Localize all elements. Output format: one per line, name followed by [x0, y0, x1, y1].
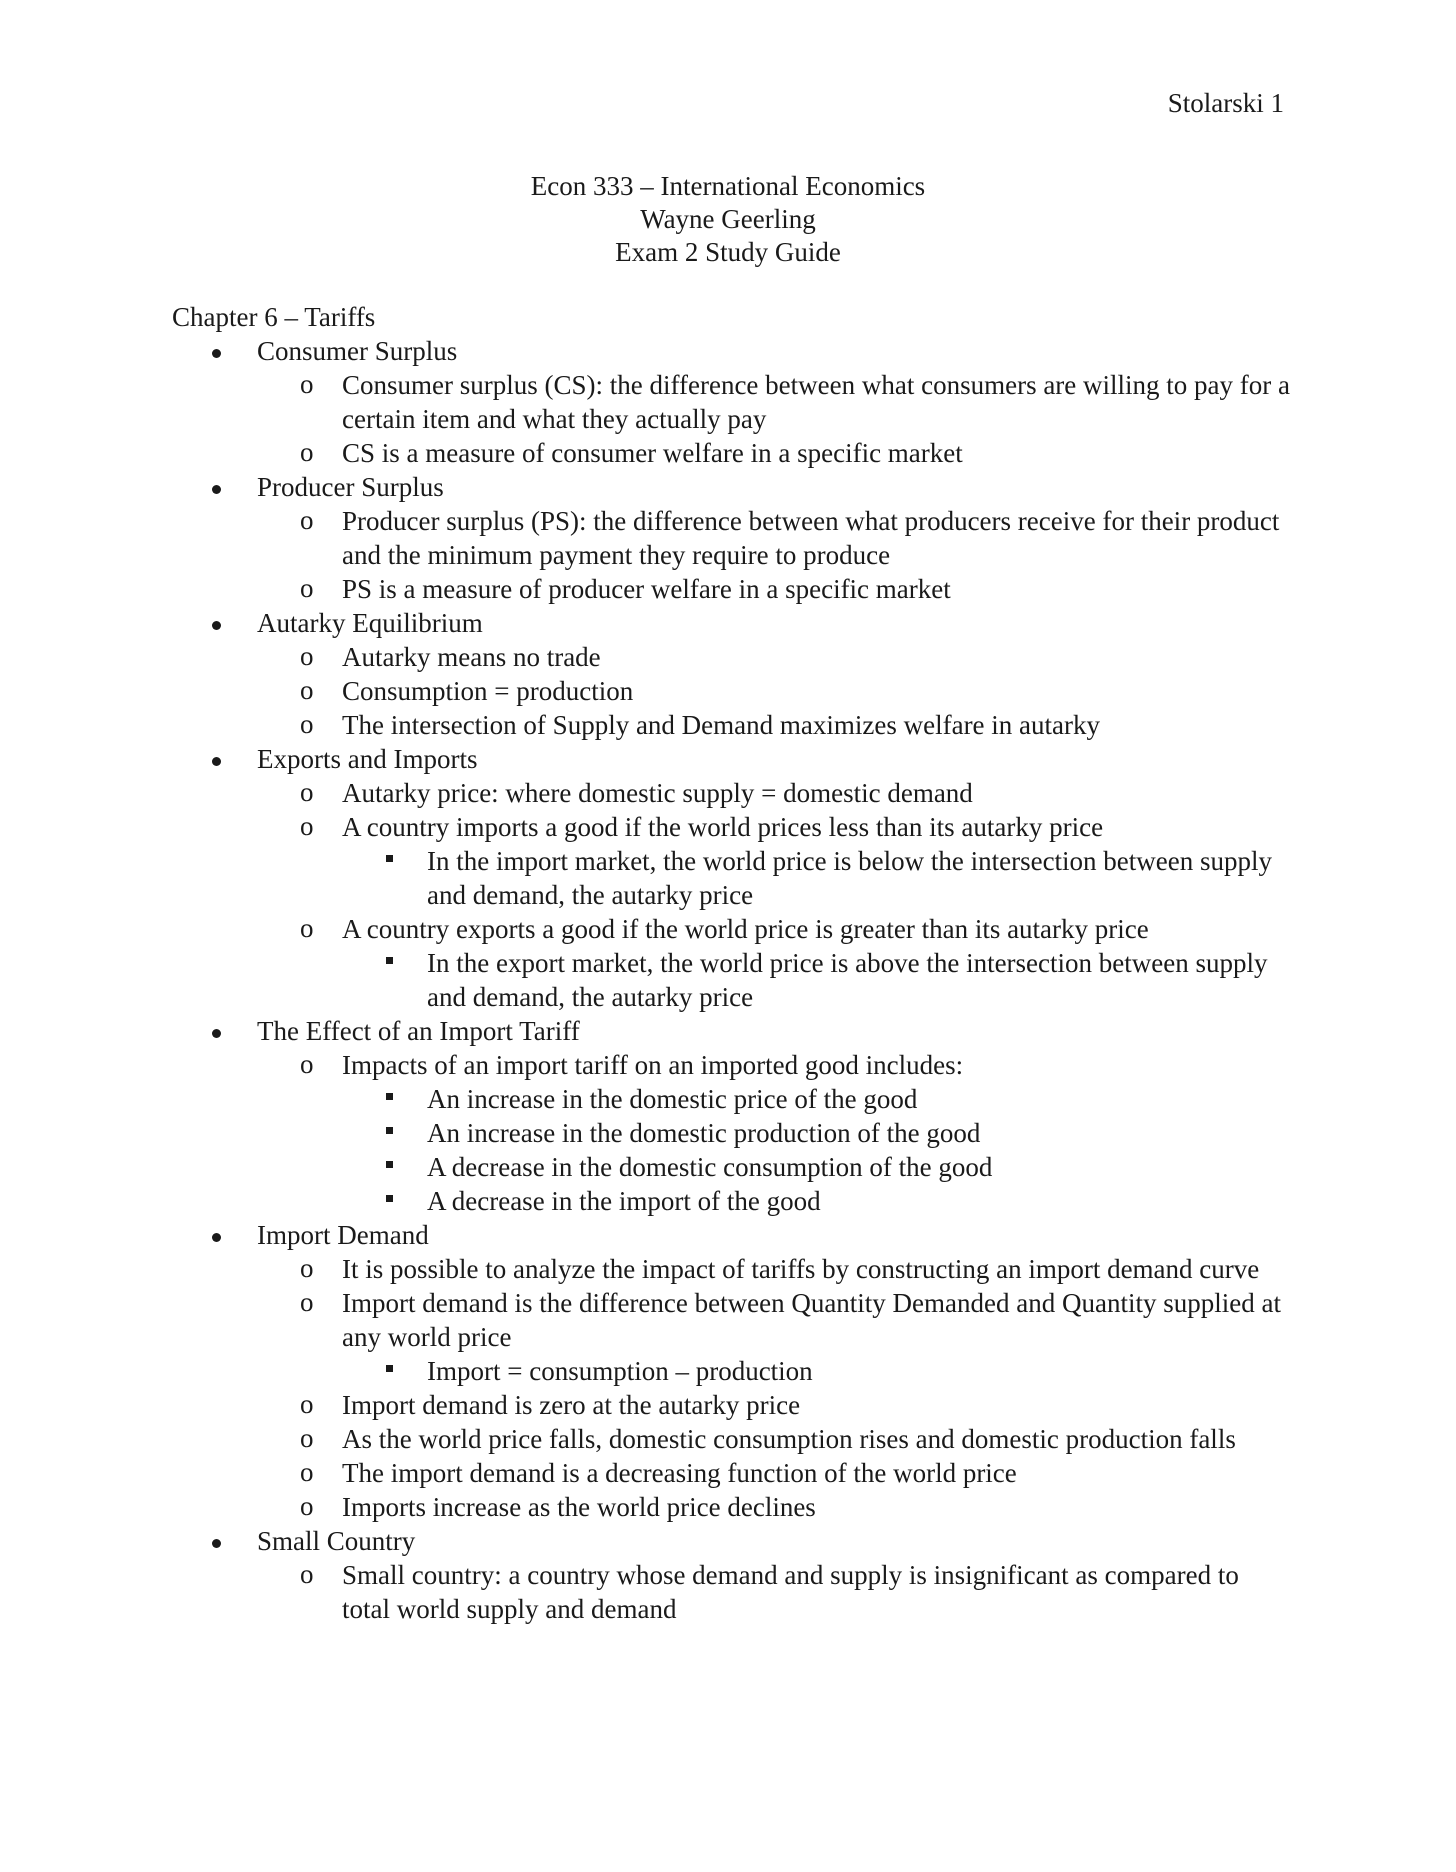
sub-list-item-text: A decrease in the import of the good: [427, 1186, 821, 1216]
circle-bullet-icon: o: [300, 1389, 314, 1419]
circle-bullet-icon: o: [300, 675, 314, 705]
list-item: [257, 640, 1292, 674]
sub-list: [257, 776, 1292, 1014]
section-item: [172, 334, 1292, 470]
sub-list-item: [342, 844, 1292, 912]
circle-bullet-icon: o: [300, 1253, 314, 1283]
sub-list-item-text: In the import market, the world price is below the intersection between supply and demand, the autarky price: [427, 846, 1273, 910]
list-item: [257, 708, 1292, 742]
circle-bullet-icon: o: [300, 777, 314, 807]
circle-bullet-icon: o: [300, 709, 314, 739]
circle-bullet-icon: o: [300, 1423, 314, 1453]
bullet-icon: [212, 1524, 221, 1558]
sub-list-item: [342, 946, 1292, 1014]
page-header: Stolarski 1: [1167, 88, 1284, 118]
sub-list-item: [342, 1354, 1292, 1388]
section-item: [172, 1014, 1292, 1218]
sub-list-item-text: An increase in the domestic price of the good: [427, 1084, 918, 1114]
list-item: [257, 436, 1292, 470]
sub-list: [257, 1252, 1292, 1524]
circle-bullet-icon: o: [300, 913, 314, 943]
list-item: [257, 1286, 1292, 1388]
section-label: Autarky Equilibrium: [257, 608, 483, 638]
list-item-text: Impacts of an import tariff on an imported good includes:: [342, 1050, 964, 1080]
circle-bullet-icon: o: [300, 369, 314, 399]
circle-bullet-icon: o: [300, 1457, 314, 1487]
square-bullet-icon: [386, 841, 393, 875]
document-body: [172, 300, 1292, 1626]
list-item-text: The intersection of Supply and Demand maximizes welfare in autarky: [342, 710, 1101, 740]
circle-bullet-icon: o: [300, 505, 314, 535]
list-item-text: Import demand is zero at the autarky price: [342, 1390, 801, 1420]
section-label: Small Country: [257, 1526, 416, 1556]
square-bullet-icon: [386, 1079, 393, 1113]
list-item: [257, 810, 1292, 912]
circle-bullet-icon: o: [300, 1559, 314, 1589]
list-item-text: Autarky price: where domestic supply = domestic demand: [342, 778, 973, 808]
bullet-icon: [212, 1014, 221, 1048]
section-item: [172, 470, 1292, 606]
list-item-text: It is possible to analyze the impact of tariffs by constructing an import demand curve: [342, 1254, 1260, 1284]
section-label: Consumer Surplus: [257, 336, 458, 366]
square-bullet-icon: [386, 1181, 393, 1215]
list-item-text: PS is a measure of producer welfare in a specific market: [342, 574, 951, 604]
sub-list: [257, 640, 1292, 742]
sub-list-item: [342, 1116, 1292, 1150]
list-item: [257, 504, 1292, 572]
list-item-text: Small country: a country whose demand and supply is insignificant as compared to total world supply and demand: [342, 1560, 1239, 1624]
list-item-text: Consumer surplus (CS): the difference between what consumers are willing to pay for a certain item and what they actually pay: [342, 370, 1290, 434]
sub-list-item-text: Import = consumption – production: [427, 1356, 813, 1386]
bullet-icon: [212, 1218, 221, 1252]
list-item-text: The import demand is a decreasing function of the world price: [342, 1458, 1017, 1488]
section-label: Producer Surplus: [257, 472, 444, 502]
sub-sub-list: [342, 1082, 1292, 1218]
list-item: [257, 912, 1292, 1014]
circle-bullet-icon: o: [300, 1491, 314, 1521]
list-item-text: Autarky means no trade: [342, 642, 601, 672]
section-item: [172, 742, 1292, 1014]
list-item-text: Import demand is the difference between Quantity Demanded and Quantity supplied at any world price: [342, 1288, 1281, 1352]
list-item: [257, 1490, 1292, 1524]
sub-sub-list: [342, 844, 1292, 912]
circle-bullet-icon: o: [300, 573, 314, 603]
circle-bullet-icon: o: [300, 1287, 314, 1317]
circle-bullet-icon: o: [300, 641, 314, 671]
list-item-text: Consumption = production: [342, 676, 634, 706]
section-label: Exports and Imports: [257, 744, 478, 774]
list-item: [257, 368, 1292, 436]
circle-bullet-icon: o: [300, 1049, 314, 1079]
section-item: [172, 606, 1292, 742]
bullet-icon: [212, 742, 221, 776]
list-item: [257, 674, 1292, 708]
list-item-text: A country exports a good if the world price is greater than its autarky price: [342, 914, 1149, 944]
square-bullet-icon: [386, 1113, 393, 1147]
list-item-text: Producer surplus (PS): the difference between what producers receive for their product and the minimum payment they require to produce: [342, 506, 1280, 570]
bullet-icon: [212, 606, 221, 640]
list-item: [257, 1422, 1292, 1456]
section-item: [172, 1524, 1292, 1626]
list-item-text: CS is a measure of consumer welfare in a specific market: [342, 438, 963, 468]
square-bullet-icon: [386, 943, 393, 977]
sub-list-item-text: An increase in the domestic production of the good: [427, 1118, 981, 1148]
list-item-text: A country imports a good if the world prices less than its autarky price: [342, 812, 1104, 842]
section-item: [172, 1218, 1292, 1524]
list-item: [257, 1558, 1292, 1626]
sub-list: [257, 368, 1292, 470]
course-title: Econ 333 – International Economics: [530, 171, 926, 201]
list-item: [257, 1252, 1292, 1286]
section-label: The Effect of an Import Tariff: [257, 1016, 580, 1046]
sub-list-item-text: A decrease in the domestic consumption of the good: [427, 1152, 993, 1182]
list-item: [257, 1456, 1292, 1490]
list-item: [257, 572, 1292, 606]
section-list: [172, 334, 1292, 1626]
circle-bullet-icon: o: [300, 437, 314, 467]
sub-list: [257, 504, 1292, 606]
sub-list-item: [342, 1184, 1292, 1218]
list-item: [257, 776, 1292, 810]
square-bullet-icon: [386, 1147, 393, 1181]
list-item: [257, 1048, 1292, 1218]
sub-list-item: [342, 1082, 1292, 1116]
sub-list: [257, 1048, 1292, 1218]
chapter-heading: Chapter 6 – Tariffs: [172, 302, 376, 332]
bullet-icon: [212, 470, 221, 504]
section-label: Import Demand: [257, 1220, 429, 1250]
circle-bullet-icon: o: [300, 811, 314, 841]
title-block: [0, 170, 1456, 269]
sub-sub-list: [342, 1354, 1292, 1388]
list-item: [257, 1388, 1292, 1422]
sub-list: [257, 1558, 1292, 1626]
square-bullet-icon: [386, 1351, 393, 1385]
sub-sub-list: [342, 946, 1292, 1014]
bullet-icon: [212, 334, 221, 368]
instructor-name: Wayne Geerling: [640, 204, 816, 234]
list-item-text: As the world price falls, domestic consumption rises and domestic production falls: [342, 1424, 1236, 1454]
sub-list-item-text: In the export market, the world price is above the intersection between supply and demand, the autarky price: [427, 948, 1268, 1012]
document-subtitle: Exam 2 Study Guide: [615, 237, 841, 267]
sub-list-item: [342, 1150, 1292, 1184]
list-item-text: Imports increase as the world price declines: [342, 1492, 816, 1522]
